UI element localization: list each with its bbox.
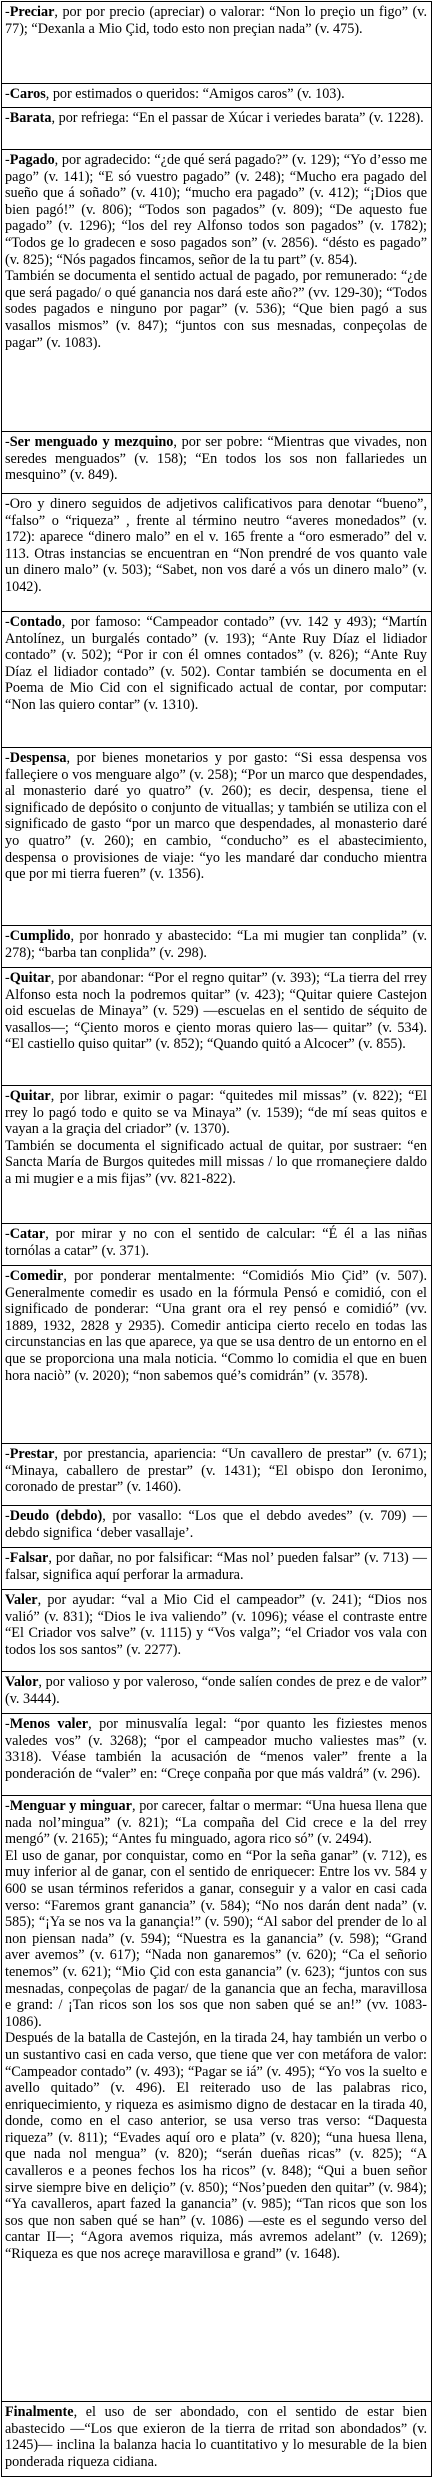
entry-text: -Catar, por mirar y no con el sentido de calcular: “É él a las niñas tornólas a catar” (v. 371).: [5, 1226, 427, 1259]
headword: Pagado: [9, 152, 55, 168]
entry-text: -Prestar, por prestancia, apariencia: “Un cavallero de prestar” (v. 671); “Minaya, caballero de prestar” (v. 1431); “El obispo don Ieronimo, coronado de prestar” (v. 1460).: [5, 1446, 427, 1496]
entry-catar: [2, 1224, 431, 1266]
entry-despensa: [2, 748, 431, 926]
entry-abondado: [2, 2402, 431, 2476]
headword: Menguar y minguar: [9, 1798, 132, 1814]
entry-text: También se documenta el significado actual de quitar, por sustraer: “en Sancta María de Burgos quitedes mill missas / lo que rromaneçiere daldo a mi mugier e a mis fijas” (vv. 821-822).: [5, 1137, 427, 1187]
entry-text: -Ser menguado y mezquino, por ser pobre: “Mientras que vivades, non seredes menguados” (v. 158); “En todos los sos non fallariedes un mesquino” (v. 849).: [5, 434, 427, 484]
entry-text: Valer, por ayudar: “val a Mio Cid el campeador” (v. 241); “Dios nos valió” (v. 831); “Dios le iva valiendo” (v. 1096); véase el contraste entre “El Criador vos salve” (v. 1115) y “Vos valga”; “el Criador vos vala con todos los sos santos” (v. 2277).: [5, 1592, 427, 1658]
entry-text: -Preciar, por por precio (apreciar) o valorar: “Non lo preçio un figo” (v. 77); “Dexanla a Mio Çid, todo esto non preçian nada” (v. 475).: [5, 4, 427, 37]
headword: Catar: [9, 1226, 46, 1242]
entry-text: Finalmente, el uso de ser abondado, con el sentido de estar bien abastecido —“Los que exieron de la tierra de rritad son abondados” (v. 1245)— inclina la balanza hacia lo cuantitativo y lo mesurable de la bien ponderada riqueza cidiana.: [5, 2404, 427, 2470]
headword: Caros: [9, 86, 46, 102]
entry-text: -Caros, por estimados o queridos: “Amigos caros” (v. 103).: [5, 86, 345, 102]
entry-text: -Comedir, por ponderar mentalmente: “Comidiós Mio Çid” (v. 507). Generalmente comedir es usado en la fórmula Pensó e comidió, con el significado de ponderar: “Una grant ora el rey pensó e comidió” (vv. 1889, 1932, 2828 y 2935). Comedir anticipa cierto recelo en todas las circunstancias en las que aparece, ya que se usa dentro de un entorno en el que se proporciona una mala noticia. “Commo lo comidia el que en buen hora naciò” (v. 2020); “non sabemos qué’s comidrán” (v. 3578).: [5, 1268, 427, 1384]
entry-text: -Barata, por refriega: “En el passar de Xúcar i veriedes barata” (v. 1228).: [5, 110, 424, 126]
entry-caros: [2, 84, 431, 108]
headword: Despensa: [9, 750, 67, 766]
entry-text: El uso de ganar, por conquistar, como en “Por la seña ganar” (v. 712), es muy inferior al de ganar, con el sentido de enriquecer: Entre los vv. 584 y 600 se usan términos referidos a ganar, conseguir y a valor en casi cada verso: “Faremos grant ganancia” (v. 584); “No nos darán dent nada” (v. 585); “¡Ya se nos va la ganançia!” (v. 590); “Al sabor del prender de lo al non piensan nada” (v. 594); “Nuestra es la ganancia” (v. 598); “Grand aver avemos” (v. 617); “Nada non ganaremos” (v. 620); “Ca el señorio tenemos” (v. 621); “Mio Çid con esta ganancia” (v. 623); “juntos con sus mesnadas, conpeçolas de pagar/ de la ganancia que an fecha, maravillosa e grand: / ¡Tan ricos son los sos que non saben qué se an!” (vv. 1083-1086).: [5, 1847, 427, 2030]
entry-quitar-abandonar: [2, 968, 431, 1086]
entry-valor: [2, 1672, 431, 1714]
entry-text: Después de la batalla de Castejón, en la tirada 24, hay también un verbo o un sustantivo casi en cada verso, que tiene que ver con metáfora de valor: “Campeador contado” (v. 493); “Pagar se iá” (v. 495); “Yo vos la suelto e avello quitado” (v. 496). El reiterado uso de las palabras rico, enriquecimiento, y riqueza es asimismo digno de destacar en la tirada 40, donde, como en el caso anterior, se usa verso tras verso: “Daquesta riqueza” (v. 811); “Evades aquí oro e plata” (v. 820); “una huesa llena, que nada nol mengua” (v. 820); “serán dueñas ricas” (v. 825); “A cavalleros e a peones fechos los ha ricos” (v. 848); “Qui a buen señor sirve siempre bive en deliçio” (v. 850); “Nos’pueden den quitar” (v. 984); “Ya cavalleros, apart fazed la ganancia” (v. 985); “Tan ricos que son los sos que non saben qué se han” (v. 1086) —este es el segundo verso del cantar II—; “Agora avemos riquiza, más avremos adelant” (v. 1269); “Riqueza es que nos acreçe maravillosa e grand” (v. 1648).: [5, 2030, 427, 2263]
headword: Prestar: [9, 1446, 55, 1462]
entry-text: -Cumplido, por honrado y abastecido: “La mi mugier tan conplida” (v. 278); “barba tan conplida” (v. 298).: [5, 928, 427, 961]
entry-text: -Contado, por famoso: “Campeador contado” (vv. 142 y 493); “Martín Antolínez, un burgalés contado” (v. 193); “Ante Ruy Díaz el lidiador contado” (v. 502); “Por ir con él omnes contados” (v. 826); “Ante Ruy Díaz el lidiador contado” (v. 502). Contar también se documenta en el Poema de Mio Cid con el significado actual de contar, por computar: “Non las quiero contar” (v. 1310).: [5, 614, 427, 713]
entry-text: También se documenta el sentido actual de pagado, por remunerado: “¿de que será pagado/ o qué ganancia nos dará este año?” (vv. 129-30); “Todos sodes pagados e ninguno por pagar” (v. 536); “Que bien pagó a sus vasallos mismos” (v. 847); “juntos con sus mesnadas, conpeçolas de pagar” (v. 1083).: [5, 268, 427, 351]
entry-text: -Quitar, por abandonar: “Por el regno quitar” (v. 393); “La tierra del rrey Alfonso esta noch la podremos quitar” (v. 423); “Quitar quiere Castejon oid escuelas de Minaya” (v. 529) —escuelas en el sentido de séquito de vasallos—; “Çiento moros e çiento moras quiero las— quitar” (v. 534). “El castiello quiso quitar” (v. 852); “Quando quitó a Alcocer” (v. 855).: [5, 970, 427, 1053]
entry-prestar: [2, 1444, 431, 1506]
entry-text: -Falsar, por dañar, no por falsificar: “Mas nol’ pueden falsar” (v. 713) —falsar, significa aquí perforar la armadura.: [5, 1550, 427, 1583]
headword: Deudo (debdo): [9, 1508, 103, 1524]
entry-text: -Deudo (debdo), por vasallo: “Los que el debdo avedes” (v. 709) —debdo significa ‘deber vasallaje’.: [5, 1508, 427, 1541]
headword: Quitar: [9, 1088, 51, 1104]
headword: Valor: [5, 1674, 39, 1690]
entry-quitar-librar: [2, 1086, 431, 1224]
entry-menguar: [2, 1796, 431, 2402]
entry-menguado: [2, 432, 431, 494]
headword: Falsar: [9, 1550, 49, 1566]
headword: Preciar: [9, 4, 55, 20]
entry-deudo: [2, 1506, 431, 1548]
entry-text: -Despensa, por bienes monetarios y por gasto: “Si essa despensa vos falleçiere o vos menguare algo” (v. 258); “Por un marco que despendades, al monasterio daré yo quatro” (v. 260); es decir, despensa, tiene el significado de depósito o conjunto de vituallas; y también se utiliza con el significado de gasto “por un marco que despendades, al monasterio daré yo quatro” (v. 260); en cambio, “conducho” es el abastecimiento, despensa o provisiones de viaje: “yo les mandaré dar conducho mientra que por mi tierra fueren” (v. 1356).: [5, 750, 427, 883]
entry-falsar: [2, 1548, 431, 1590]
headword: Ser menguado y mezquino: [9, 434, 174, 450]
entry-menos-valer: [2, 1714, 431, 1796]
entry-text: -Menguar y minguar, por carecer, faltar o mermar: “Una huesa llena que nada nol’mingua” (v. 821); “La compaña del Cid crece e la del rrey mengó” (v. 2165); “Antes fu minguado, agora rico só” (v. 2494).: [5, 1798, 427, 1848]
glossary-table: [1, 1, 432, 2477]
entry-oro-dinero: [2, 494, 431, 612]
entry-preciar: [2, 2, 431, 84]
headword: Comedir: [9, 1268, 64, 1284]
headword: Contado: [9, 614, 62, 630]
entry-cumplido: [2, 926, 431, 968]
headword: Menos valer: [9, 1716, 89, 1732]
headword: Finalmente: [5, 2404, 74, 2420]
entry-text: -Menos valer, por minusvalía legal: “por quanto les fiziestes menos valedes vos” (v. 3268); “por el campeador mucho valiestes mas” (v. 3318). Véase también la acusación de “menos valer” frente a la ponderación de “valer” en: “Creçe conpaña por que más valdrá” (v. 296).: [5, 1716, 428, 1782]
headword: Quitar: [9, 970, 51, 986]
entry-text: Valor, por valioso y por valeroso, “onde salíen condes de prez e de valor” (v. 3444).: [5, 1674, 427, 1707]
entry-text: -Quitar, por librar, eximir o pagar: “quitedes mil missas” (v. 822); “El rrey lo pagó todo e quito se va Minaya” (v. 1539); “de mí seas quitos e vayan a la graçia del criador” (v. 1370).: [5, 1088, 427, 1138]
entry-text: -Oro y dinero seguidos de adjetivos calificativos para denotar “bueno”, “falso” o “riqueza” , frente al término neutro “averes monedados” (v. 172): aparece “dinero malo” en el v. 165 frente a “oro esmerado” del v. 113. Otras instancias se encuentran en “Non prendré de vos quanto vale un dinero malo” (v. 503); “Sabet, non vos daré a vós un dinero malo” (v. 1042).: [5, 496, 427, 595]
entry-valer: [2, 1590, 431, 1672]
entry-pagado: [2, 150, 431, 432]
entry-contado: [2, 612, 431, 748]
entry-text: -Pagado, por agradecido: “¿de qué será pagado?” (v. 129); “Yo d’esso me pago” (v. 141); “E só vuestro pagado” (v. 248); “Mucho era pagado del sueño que á soñado” (v. 410); “mucho era pagado” (v. 412); “¡Dios que bien pagó!” (v. 806); “Todos son pagados” (v. 809); “De aquesto fue pagado” (v. 1296); “los del rey Alfonso todos son pagados” (v. 1782); “Todos ge lo gradecen e soso pagados son” (v. 2856). “désto es pagado” (v. 825); “Nós pagados fincamos, señor de la tu part” (v. 854).: [5, 152, 427, 268]
headword: Valer: [5, 1592, 38, 1608]
entry-barata: [2, 108, 431, 150]
entry-comedir: [2, 1266, 431, 1444]
headword: Cumplido: [9, 928, 71, 944]
headword: Barata: [9, 110, 52, 126]
